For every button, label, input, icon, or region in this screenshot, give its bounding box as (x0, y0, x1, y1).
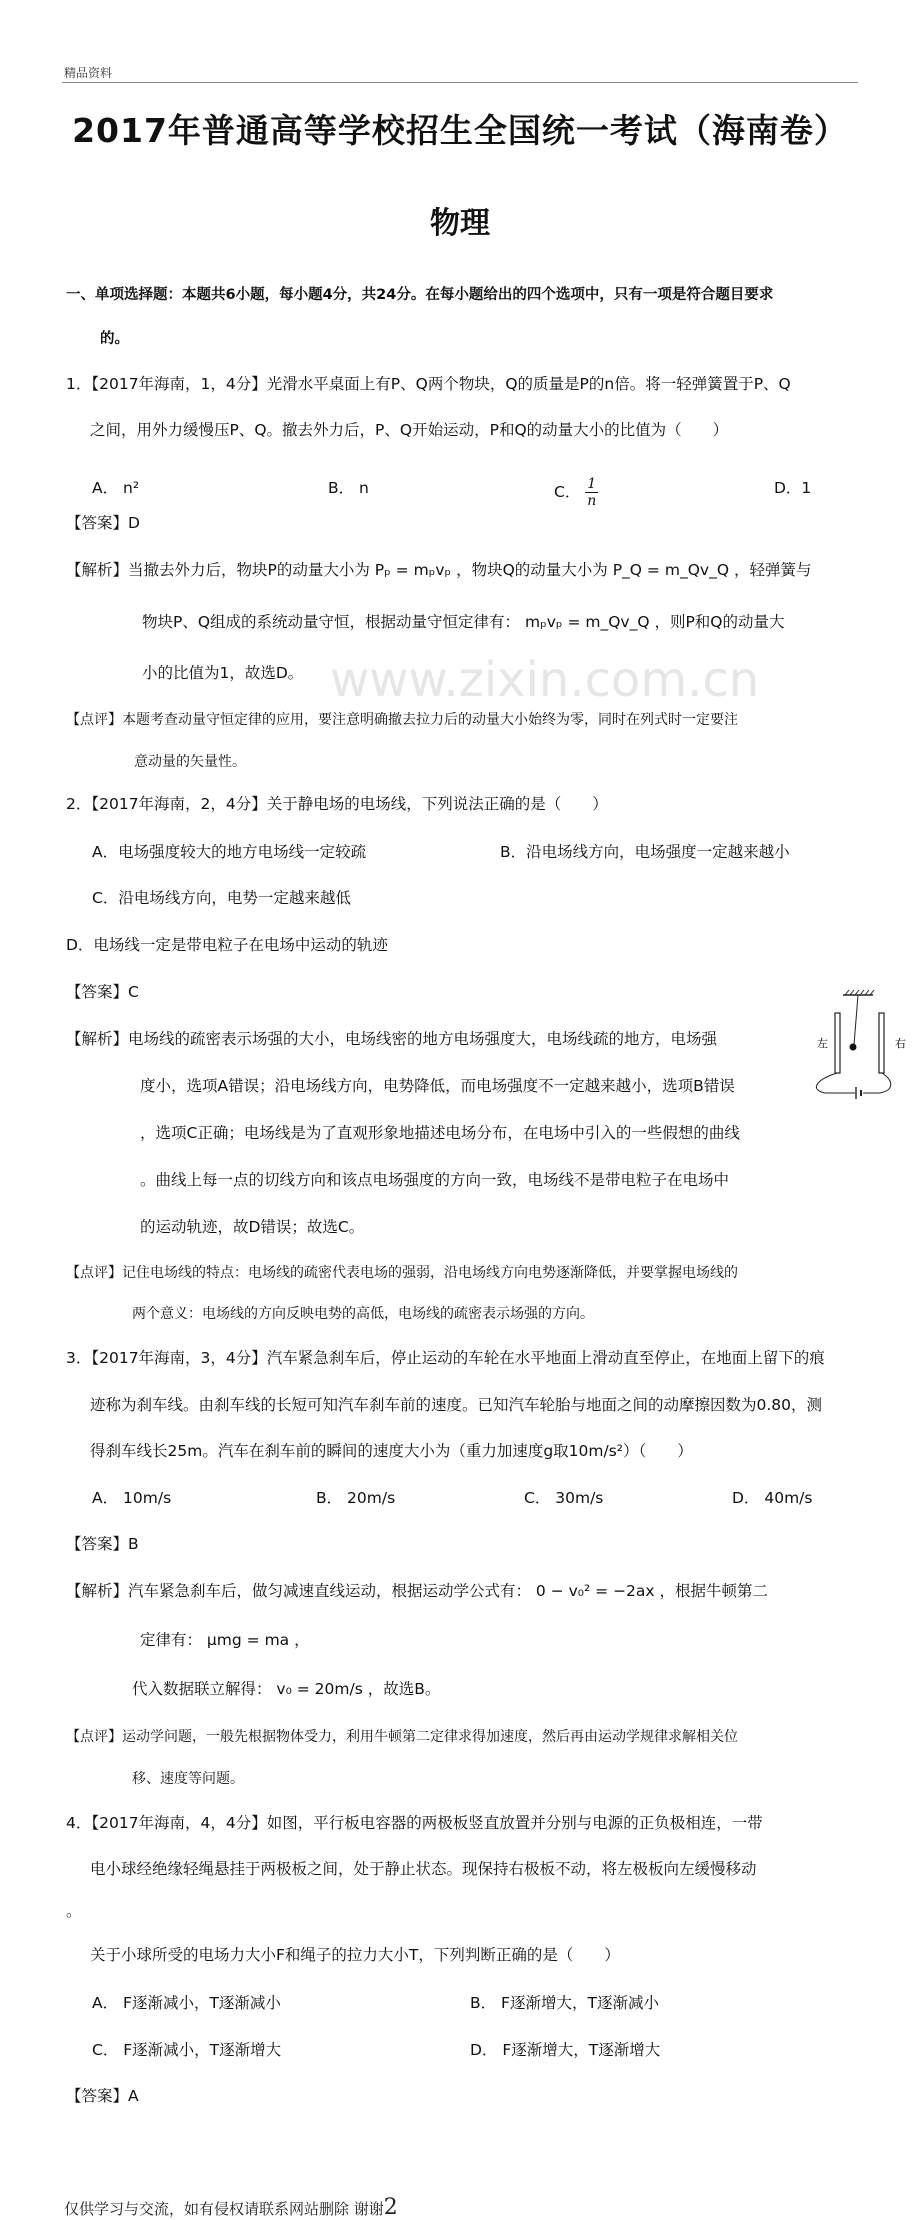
q2-analysis-3: ，选项C正确；电场线是为了直观形象地描述电场分布，在电场中引入的一些假想的曲线 (140, 1124, 740, 1142)
q2-analysis-4: 。曲线上每一点的切线方向和该点电场强度的方向一致，电场线不是带电粒子在电场中 (140, 1171, 730, 1189)
q3-comment-1: 【点评】运动学问题，一般先根据物体受力，利用牛顿第二定律求得加速度，然后再由运动学规律求解相关位 (66, 1729, 738, 1745)
q1-analysis-1: 【解析】当撤去外力后，物块P的动量大小为 Pₚ = mₚvₚ ，物块Q的动量大小为 P_Q = m_Qv_Q ，轻弹簧与 (66, 561, 812, 579)
q2-option-d: D．电场线一定是带电粒子在电场中运动的轨迹 (66, 936, 388, 954)
q3-analysis-2: 定律有： μmg = ma ， (140, 1631, 310, 1649)
q1-option-b: B． n (328, 479, 369, 497)
page-number: 2 (383, 2195, 398, 2220)
q3-analysis-1: 【解析】汽车紧急刹车后，做匀减速直线运动，根据运动学公式有： 0 − v₀² = −2ax ，根据牛顿第二 (66, 1582, 769, 1600)
q1-analysis-2: 物块P、Q组成的系统动量守恒，根据动量守恒定律有： mₚvₚ = m_Qv_Q ，则P和Q的动量大 (142, 613, 785, 631)
q4-stem-cont-3: 关于小球所受的电场力大小F和绳子的拉力大小T，下列判断正确的是（ ） (90, 1946, 620, 1964)
figure-label-left: 左 (817, 1037, 828, 1050)
figure-label-right: 右 (895, 1037, 906, 1050)
q4-stem-cont-2: 。 (66, 1902, 82, 1920)
q1-option-c-prefix: C． (554, 483, 581, 501)
q3-analysis-3: 代入数据联立解得： v₀ = 20m/s ，故选B。 (132, 1680, 441, 1698)
q4-option-c: C． F逐渐减小，T逐渐增大 (92, 2041, 282, 2059)
section-heading-cont: 的。 (100, 331, 129, 347)
header-label: 精品资料 (64, 66, 113, 80)
footer-text: 仅供学习与交流，如有侵权请联系网站删除 谢谢 (64, 2200, 384, 2218)
q2-stem: 2．【2017年海南，2，4分】关于静电场的电场线，下列说法正确的是（ ） (66, 795, 608, 813)
q2-analysis-5: 的运动轨迹，故D错误；故选C。 (140, 1218, 365, 1236)
page-title: 2017年普通高等学校招生全国统一考试（海南卷） (72, 111, 848, 150)
q1-answer: 【答案】D (66, 514, 140, 532)
q1-option-d: D．1 (774, 479, 812, 497)
q2-analysis-1: 【解析】电场线的疏密表示场强的大小，电场线密的地方电场强度大，电场线疏的地方，电场强 (66, 1030, 718, 1048)
q4-answer: 【答案】A (66, 2087, 139, 2105)
q3-answer: 【答案】B (66, 1535, 139, 1553)
q3-stem-cont-1: 迹称为刹车线。由刹车线的长短可知汽车刹车前的速度。已知汽车轮胎与地面之间的动摩擦因数为0.80，测 (90, 1396, 823, 1414)
q4-option-a: A． F逐渐减小，T逐渐减小 (92, 1994, 281, 2012)
watermark: www.zixin.com.cn (330, 652, 760, 708)
section-heading: 一、单项选择题：本题共6小题，每小题4分，共24分。在每小题给出的四个选项中，只有一项是符合题目要求 (66, 287, 774, 303)
q4-option-b: B． F逐渐增大，T逐渐减小 (470, 1994, 659, 2012)
q3-stem-cont-2: 得刹车线长25m。汽车在刹车前的瞬间的速度大小为（重力加速度g取10m/s²）（ ） (90, 1442, 693, 1460)
q1-comment-2: 意动量的矢量性。 (134, 754, 246, 770)
fraction-denominator: n (587, 493, 597, 509)
q4-stem-cont-1: 电小球经绝缘轻绳悬挂于两极板之间，处于静止状态。现保持右极板不动，将左极板向左缓慢移动 (90, 1860, 757, 1878)
q2-comment-1: 【点评】记住电场线的特点：电场线的疏密代表电场的强弱，沿电场线方向电势逐渐降低，并要掌握电场线的 (66, 1265, 738, 1281)
q2-comment-2: 两个意义：电场线的方向反映电势的高低，电场线的疏密表示场强的方向。 (132, 1306, 594, 1322)
q3-options (92, 1486, 852, 1509)
q2-answer: 【答案】C (66, 983, 139, 1001)
header-divider (62, 82, 858, 83)
q4-stem: 4．【2017年海南，4，4分】如图，平行板电容器的两极板竖直放置并分别与电源的正负极相连，一带 (66, 1814, 763, 1832)
q2-option-a: A．电场强度较大的地方电场线一定较疏 (92, 843, 367, 861)
q3-comment-2: 移、速度等问题。 (132, 1771, 244, 1787)
q1-stem-cont: 之间，用外力缓慢压P、Q。撤去外力后，P、Q开始运动，P和Q的动量大小的比值为（ ） (90, 421, 729, 439)
q2-option-c: C．沿电场线方向，电势一定越来越低 (92, 889, 351, 907)
q4-option-d: D． F逐渐增大，T逐渐增大 (470, 2041, 661, 2059)
q4-options-row1 (92, 1991, 792, 2014)
q1-stem: 1．【2017年海南，1，4分】光滑水平桌面上有P、Q两个物块，Q的质量是P的n倍。将一轻弹簧置于P、Q (66, 375, 791, 393)
q3-stem: 3．【2017年海南，3，4分】汽车紧急刹车后，停止运动的车轮在水平地面上滑动直至停止，在地面上留下的痕 (66, 1349, 825, 1367)
q1-analysis-3: 小的比值为1，故选D。 (142, 664, 304, 682)
q1-option-c (554, 476, 598, 509)
q2-analysis-2: 度小，选项A错误；沿电场线方向，电势降低，而电场强度不一定越来越小，选项B错误 (140, 1077, 735, 1095)
page-subtitle: 物理 (430, 206, 490, 241)
q1-option-a: A． n² (92, 479, 140, 497)
q3-option-d: D． 40m/s (732, 1489, 813, 1507)
q1-option-c-fraction (585, 476, 598, 509)
fraction-numerator: 1 (587, 476, 597, 492)
q3-option-a: A． 10m/s (92, 1489, 172, 1507)
q3-option-c: C． 30m/s (524, 1489, 604, 1507)
q1-comment-1: 【点评】本题考查动量守恒定律的应用，要注意明确撤去拉力后的动量大小始终为零，同时在列式时一定要注 (66, 712, 738, 728)
q2-options-row1 (92, 840, 862, 863)
q3-option-b: B． 20m/s (316, 1489, 396, 1507)
q2-option-b: B．沿电场线方向，电场强度一定越来越小 (500, 843, 790, 861)
footer (64, 2195, 920, 2220)
q4-options-row2 (92, 2038, 792, 2061)
